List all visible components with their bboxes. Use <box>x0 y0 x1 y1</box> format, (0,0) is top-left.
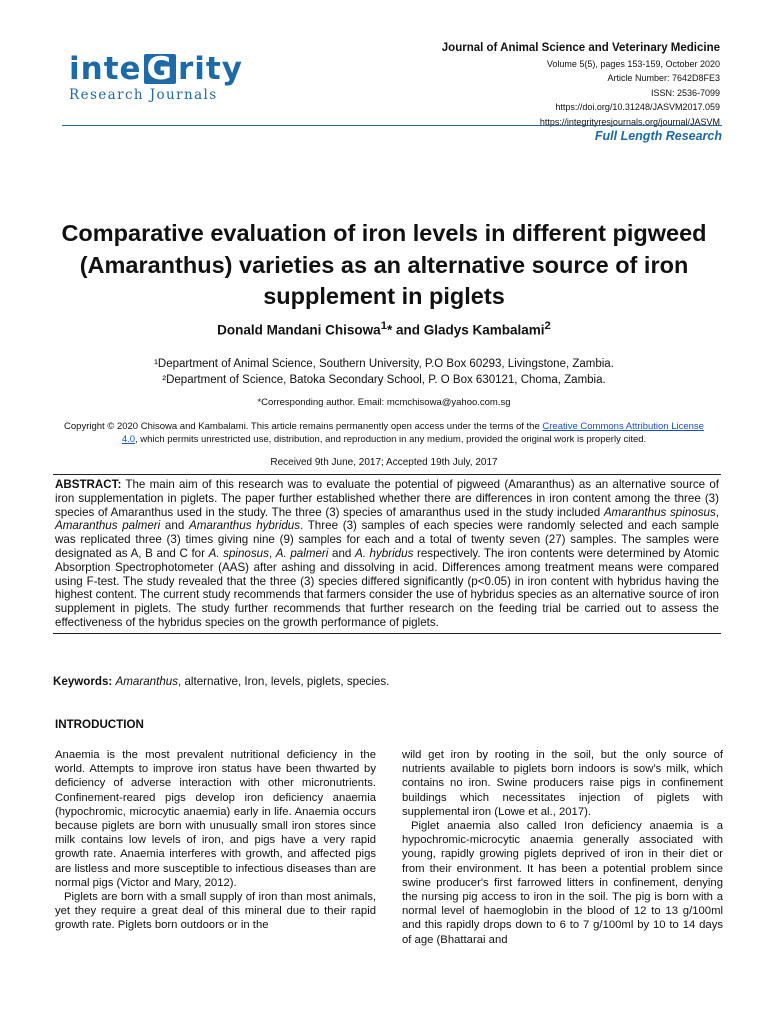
logo-subtitle: Research Journals <box>69 87 218 103</box>
paper-title: Comparative evaluation of iron levels in different pigweed (Amaranthus) varieties as an alternative source of iron supplement in piglets <box>61 220 707 309</box>
affiliation-1: ¹Department of Animal Science, Southern University, P.O Box 60293, Livingstone, Zambia. <box>154 358 614 370</box>
author-name: Gladys Kambalami <box>423 322 545 338</box>
license-link[interactable]: Creative Commons Attribution License 4.0 <box>121 421 704 445</box>
abstract: ABSTRACT: The main aim of this research was to evaluate the potential of pigweed (Amaranthus) as an alternative source of iron supplementation in piglets. The paper further established whether there are differences in iron content among the three (3) species of Amaranthus used in the study. The three (3) species of amaranthus used in the study included Amaranthus spinosus, Amaranthus palmeri and Amaranthus hybridus. Three (3) samples of each species were randomly selected and each sample was replicated three (3) times giving nine (9) samples for each and a total of twenty seven (27) samples. The samples were designated as A, B and C for A. spinosus, A. palmeri and A. hybridus respectively. The iron contents were determined by Atomic Absorption Spectrophotometer (AAS) after ashing and dissolving in acid. Differences among treatment means were compared using F-test. The study revealed that the three (3) species differed significantly (p<0.05) in iron content with hybridus having the highest content. The current study recommends that farmers consider the use of hybridus species as an alternative source of iron supplement in piglets. The study further recommends that further research on the feeding trial be carried out to assess the effectiveness of the hybridus species on the growth performance of piglets. <box>53 474 721 634</box>
logo-wordmark: inte G rity <box>69 51 243 87</box>
abstract-label: ABSTRACT: <box>55 478 122 491</box>
keywords: Keywords: Amaranthus, alternative, Iron, levels, piglets, species. <box>53 675 390 688</box>
article-number: Article Number: 7642D8FE3 <box>607 73 720 84</box>
body-column-right <box>402 748 723 947</box>
species-name: Amaranthus palmeri <box>55 519 161 533</box>
journal-name: Journal of Animal Science and Veterinary Medicine <box>441 42 720 54</box>
keywords-label: Keywords: <box>53 675 113 688</box>
section-heading: INTRODUCTION <box>55 718 144 731</box>
species-name: Amaranthus hybridus <box>188 519 301 533</box>
volume-info: Volume 5(5), pages 153-159, October 2020 <box>546 59 720 69</box>
affiliation-marker: 1 <box>380 320 387 332</box>
corresponding-marker: * <box>386 322 393 338</box>
issn: ISSN: 2536-7099 <box>650 87 720 98</box>
affiliation-2: ²Department of Science, Batoka Secondary School, P. O Box 630121, Choma, Zambia. <box>162 373 606 386</box>
publisher-logo <box>69 52 243 103</box>
journal-url[interactable]: https://integrityresjournals.org/journal/JASVM <box>539 116 720 127</box>
affiliation-marker: 2 <box>544 320 551 332</box>
paragraph: Piglets are born with a small supply of iron than most animals, yet they require a great deal of this mineral due to their rapid growth rate. Piglets born outdoors or in the <box>55 891 376 932</box>
journal-info <box>442 40 720 129</box>
affiliations <box>0 357 768 388</box>
species-name: Amaranthus spinosus <box>603 505 716 519</box>
author-name: Donald Mandani Chisowa <box>217 322 381 338</box>
doi-link[interactable]: https://doi.org/10.31248/JASVM2017.059 <box>555 102 720 113</box>
header-divider <box>62 125 722 126</box>
species-name: A. spinosus <box>208 546 269 560</box>
species-name: A. palmeri <box>275 546 329 560</box>
species-name: A. hybridus <box>354 546 414 560</box>
paragraph: Anaemia is the most prevalent nutritional deficiency in the world. Attempts to improve iron status have been thwarted by deficiency of adverse interaction with other micronutrients. Confinement-reared pigs develop iron deficiency anaemia (hypochromic, microcytic anaemia) early in life. Anaemia occurs because piglets are born with unusually small iron stores since milk contains low levels of iron, and pigs have a very rapid growth rate. Anaemia interferes with growth, and affected pigs are listless and more susceptible to infectious diseases than are normal pigs (Victor and Mary, 2012). <box>55 749 376 889</box>
copyright-notice: Copyright © 2020 Chisowa and Kambalami. This article remains permanently open access under the terms of the Creative Commons Attribution License 4.0, which permits unrestricted use, distribution, and reproduction in any medium, provided the original work is properly cited. <box>64 421 704 445</box>
received-dates: Received 9th June, 2017; Accepted 19th July, 2017 <box>270 457 498 468</box>
paragraph: Piglet anaemia also called Iron deficiency anaemia is a hypochromic-microcytic anaemia generally associated with young, rapidly growing piglets deprived of iron in their diet or from their environment. It has been a potential problem since swine producer's first farrowed litters in confinement, denying the nursing pig access to iron in the soil. The pig is born with a normal level of haemoglobin in the blood of 12 to 13 g/100ml and this rapidly drops down to 6 to 7 g/100ml by 10 to 14 days of age (Bhattarai and <box>402 820 723 946</box>
logo-g-mark: G <box>144 54 176 84</box>
body-column-left <box>55 748 376 933</box>
paragraph: wild get iron by rooting in the soil, but the only source of nutrients available to piglets born indoors is sow’s milk, which contains no iron. Swine producers raise pigs in confinement buildings which necessitates injection of piglets with supplemental iron (Lowe et al., 2017). <box>402 749 723 818</box>
section-label: Full Length Research <box>594 129 722 143</box>
corresponding-author: *Corresponding author. Email: mcmchisowa@yahoo.com.sg <box>257 397 511 408</box>
author-list: Donald Mandani Chisowa$^1$* and Gladys Kambalami$^2$ <box>217 320 551 338</box>
